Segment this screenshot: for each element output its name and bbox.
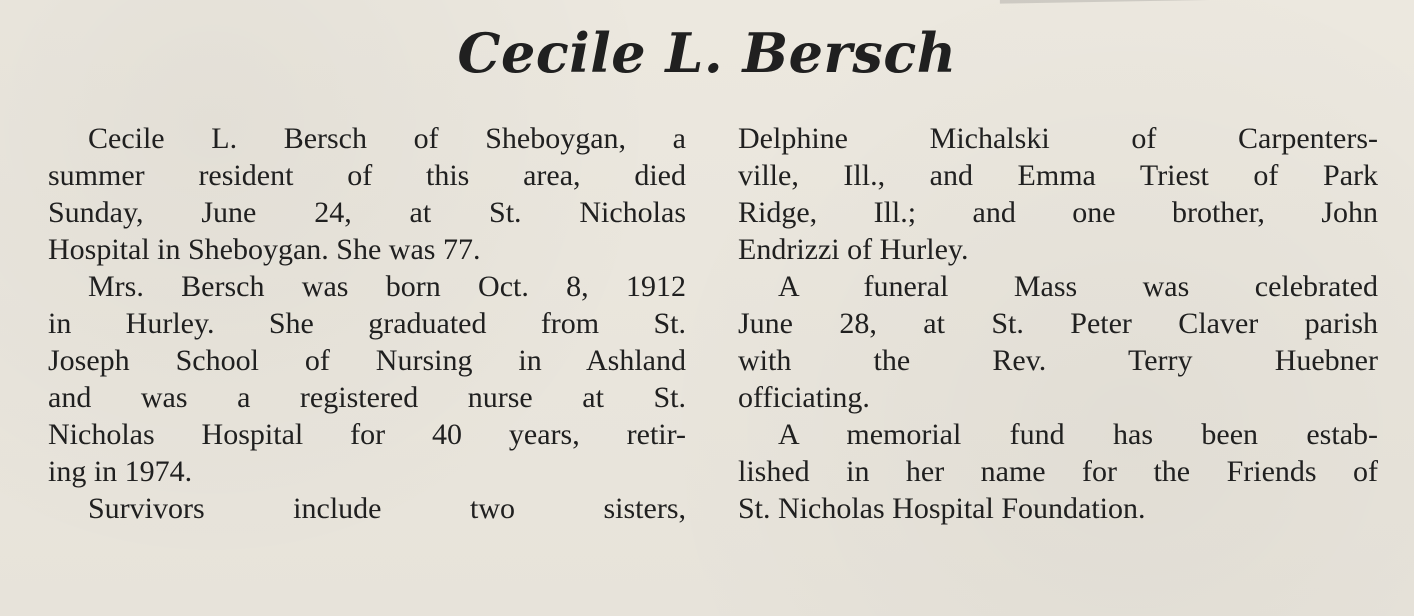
right-line-10: lished in her name for the Friends of [738, 455, 1378, 488]
left-line-11: Survivors include two sisters, [88, 492, 686, 525]
right-line-3: Ridge, Ill.; and one brother, John [738, 196, 1378, 229]
left-line-7: Joseph School of Nursing in Ashland [48, 344, 686, 377]
right-line-7: with the Rev. Terry Huebner [738, 344, 1378, 377]
right-column [738, 120, 1378, 527]
right-line-2: ville, Ill., and Emma Triest of Park [738, 159, 1378, 192]
right-line-1: Delphine Michalski of Carpenters- [738, 122, 1378, 155]
right-line-9: A memorial fund has been estab- [778, 418, 1378, 451]
right-line-4: Endrizzi of Hurley. [738, 233, 969, 266]
left-line-5: Mrs. Bersch was born Oct. 8, 1912 [88, 270, 686, 303]
left-line-10: ing in 1974. [48, 455, 193, 488]
left-column [48, 120, 686, 527]
left-line-3: Sunday, June 24, at St. Nicholas [48, 196, 686, 229]
right-line-8: officiating. [738, 381, 870, 414]
left-line-9: Nicholas Hospital for 40 years, retir- [48, 418, 686, 451]
left-line-4: Hospital in Sheboygan. She was 77. [48, 233, 481, 266]
right-line-11: St. Nicholas Hospital Foundation. [738, 492, 1146, 525]
right-line-5: A funeral Mass was celebrated [778, 270, 1378, 303]
obituary-title: Cecile L. Bersch [457, 21, 957, 85]
left-line-8: and was a registered nurse at St. [48, 381, 686, 414]
left-line-6: in Hurley. She graduated from St. [48, 307, 686, 340]
bleed-through-ink [1000, 0, 1414, 22]
left-line-2: summer resident of this area, died [48, 159, 686, 192]
left-line-1: Cecile L. Bersch of Sheboygan, a [88, 122, 686, 155]
right-line-6: June 28, at St. Peter Claver parish [738, 307, 1378, 340]
